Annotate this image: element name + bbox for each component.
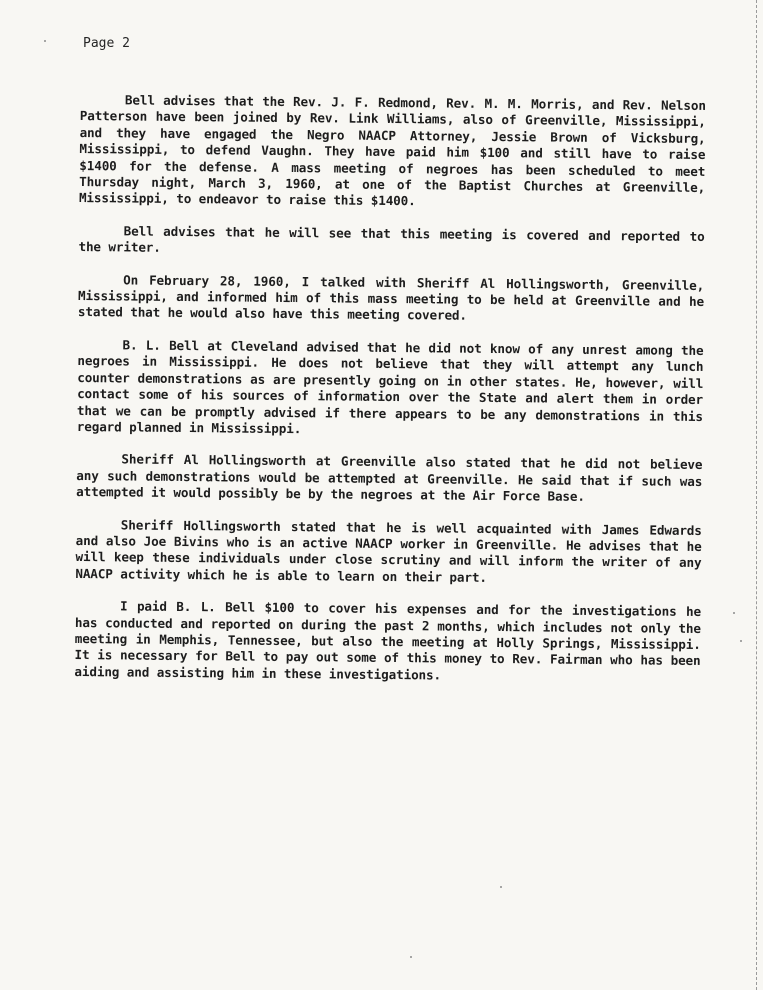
page-number: Page 2	[83, 36, 130, 51]
page-edge-divider	[756, 0, 763, 990]
paragraph-payment: I paid B. L. Bell $100 to cover his expenses and for the investigations he has conducted and reported on during the past 2 months, which includes not only the meeting in Memphis, Tennessee, but also the meeting at Holly Springs, Mississippi. It is necessary for Bell to pay out some of this money to Rev. Fairman who has been aiding and assisting him in these investigations.	[74, 598, 702, 683]
scan-speck	[410, 956, 412, 958]
document-body	[74, 92, 706, 702]
scan-speck	[740, 640, 742, 642]
paragraph-meeting-coverage: Bell advises that he will see that this meeting is covered and reported to the writer.	[78, 223, 705, 256]
scan-speck	[500, 886, 502, 888]
paragraph-air-force-base: Sheriff Al Hollingsworth at Greenville also stated that he did not believe any such demonstrations would be attempted at Greenville. He said that if such was attempted it would possibly be by the negroes at the Air Force Base.	[76, 451, 703, 504]
paragraph-defense-fund: Bell advises that the Rev. J. F. Redmond, Rev. M. M. Morris, and Rev. Nelson Patterson have been joined by Rev. Link Williams, also of Greenville, Mississippi, and they have engaged the Negro NAACP Attorney, Jessie Brown of Vicksburg, Mississippi, to defend Vaughn. They have paid him $100 and still have to raise $1400 for the defense. A mass meeting of negroes has been scheduled to meet Thursday night, March 3, 1960, at one of the Baptist Churches at Greenville, Mississippi, to endeavor to raise this $1400.	[78, 92, 706, 209]
paragraph-sheriff-meeting: On February 28, 1960, I talked with Sheriff Al Hollingsworth, Greenville, Mississippi, and informed him of this mass meeting to be held at Greenville and he stated that he would also have this meeting covered.	[77, 272, 705, 324]
scan-speck	[44, 40, 46, 42]
paragraph-scrutiny: Sheriff Hollingsworth stated that he is well acquainted with James Edwards and also Joe Bivins who is an active NAACP worker in Greenville. He advises that he will keep these individuals under close scrutiny and will inform the writer of any NAACP activity which he is able to learn on their part.	[75, 516, 702, 585]
paragraph-unrest-report: B. L. Bell at Cleveland advised that he did not know of any unrest among the negroes in Mississippi. He does not believe that they will attempt any lunch counter demonstrations as are presently going on in other states. He, however, will contact some of his sources of information over the State and alert them in order that we can be promptly advised if there appears to be any demonstrations in this regard planned in Mississippi.	[76, 337, 704, 437]
scan-speck	[733, 612, 735, 614]
